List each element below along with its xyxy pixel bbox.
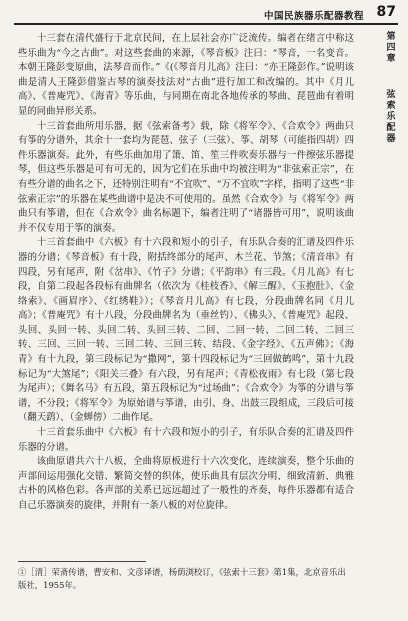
chapter-label: 第四章 — [386, 32, 396, 64]
footnote-rule — [18, 561, 146, 562]
header-rule — [14, 23, 398, 25]
paragraph-3: 十三首套曲中《六板》有十六段和短小的引子，有乐队合奏的汇谱及四件乐器的分谱；《琴音板》有十段，附括终部分的尾声、木兰花、节煞；《清音串》有四段，另有尾声，附《岔串》、《竹子》分谱；《平韵串》有三段。《月儿高》有七段，自第二段起各段标有曲牌名（依次为《桂枝香》、《解三醒》、《玉抱肚》、《金络索》、《画眉序》、《红绣鞋》）；《琴音月儿高》有七段，分段曲牌名同《月儿高》；《普庵咒》有十八段，分段曲牌名为（垂丝钓）、《佛头》、《普庵咒》起段、头回、头回一转、头回二转、头回三转、二回、二回一转、二回二转、二回三转、三回、三回一转、三回二转、三回三转、结段、《金字经》、《五声佛》；《海青》有十九段，第三段标记为“撒网”，第十四段标记为“三回做鹤鸣”，第十九段标记为“大煞尾”；《阳关三叠》有六段，另有尾声；《青松夜雨》有七段（第七段为尾声）；《舞名马》有五段，第五段标记为“过场曲”；《合欢令》为筝的分谱与筝谱，不分段；《将军令》为原始谱与筝谱，由引、身、出鼓三段组成，三段后可接（翻天鹞）、（金蝉傍）二曲作尾。 — [18, 237, 354, 424]
chapter-side-tab — [382, 32, 400, 212]
paragraph-4: 十三首套乐曲中《六板》有十六段和短小的引子，有乐队合奏的汇谱及四件乐器的分谱。 — [18, 427, 354, 453]
chapter-title: 弦索乐配器 — [386, 90, 396, 144]
footnote: ①［清］荣斋传谱，曹安和、文彦译谱，杨荫浏校订，《弦索十三套》第1集，北京音乐出版社，1955年。 — [18, 567, 346, 590]
page-header — [0, 0, 408, 26]
body-text — [18, 32, 354, 514]
paragraph-1: 十三套在清代盛行于北京民间，在上层社会亦广泛流传。编者在绪言中称这些乐曲为“今之古曲”。对这些套曲的来源，《琴音板》注曰：“琴音，一名变音。本朝王隆彭变原曲，法琴音而作。”《(《琴音月儿高》注曰：“亦王隆彭作。”说明该曲是清人王隆彭借鉴古琴的演奏技法对“古曲”进行加工和改编的。其中《月儿高》、《普庵咒》、《海青》等乐曲，与同期在南北各地传承的琴曲、琵琶曲有着明显的同曲异形关系。 — [18, 33, 354, 117]
paragraph-5: 该曲原谱共六十八板，全曲将原板进行十六次变化，连续演奏，整个乐曲的声部间运用强化交错、繁简交替的织体，使乐曲具有层次分明、细致清新、典雅古朴的风格色彩。各声部的关系已远远超过了一般性的齐奏，每件乐器都有适合自己乐器演奏的旋律，并附有一条八板的对位旋律。 — [18, 456, 354, 511]
page-number: 87 — [376, 4, 396, 20]
paragraph-2: 十三首套曲所用乐器，据《弦索备考》载，除《将军令》、《合欢令》两曲只有筝的分谱外，其余十一套均为琵琶、弦子（三弦）、筝、胡琴（可能指四胡）四件乐器演奏。此外，有些乐曲加用了箫、笛、笙三件吹奏乐器与一件擦弦乐器提琴，但这些乐器是可有可无的，因为它们在乐曲中均被注明为“非弦索正宗”，在有些分谱的曲名之下，还特别注明有“不宜吹”、“万不宜吹”字样，指明了这些“非弦索正宗”的乐器在某些曲谱中是决不可使用的。虽然《合欢令》与《将军令》两曲只有筝谱，但在《合欢令》曲名标题下，编者注明了“诸器皆可用”，说明该曲并不仅专用于筝的演奏。 — [18, 120, 354, 234]
running-head-title: 中国民族器乐配器教程 — [263, 11, 364, 22]
